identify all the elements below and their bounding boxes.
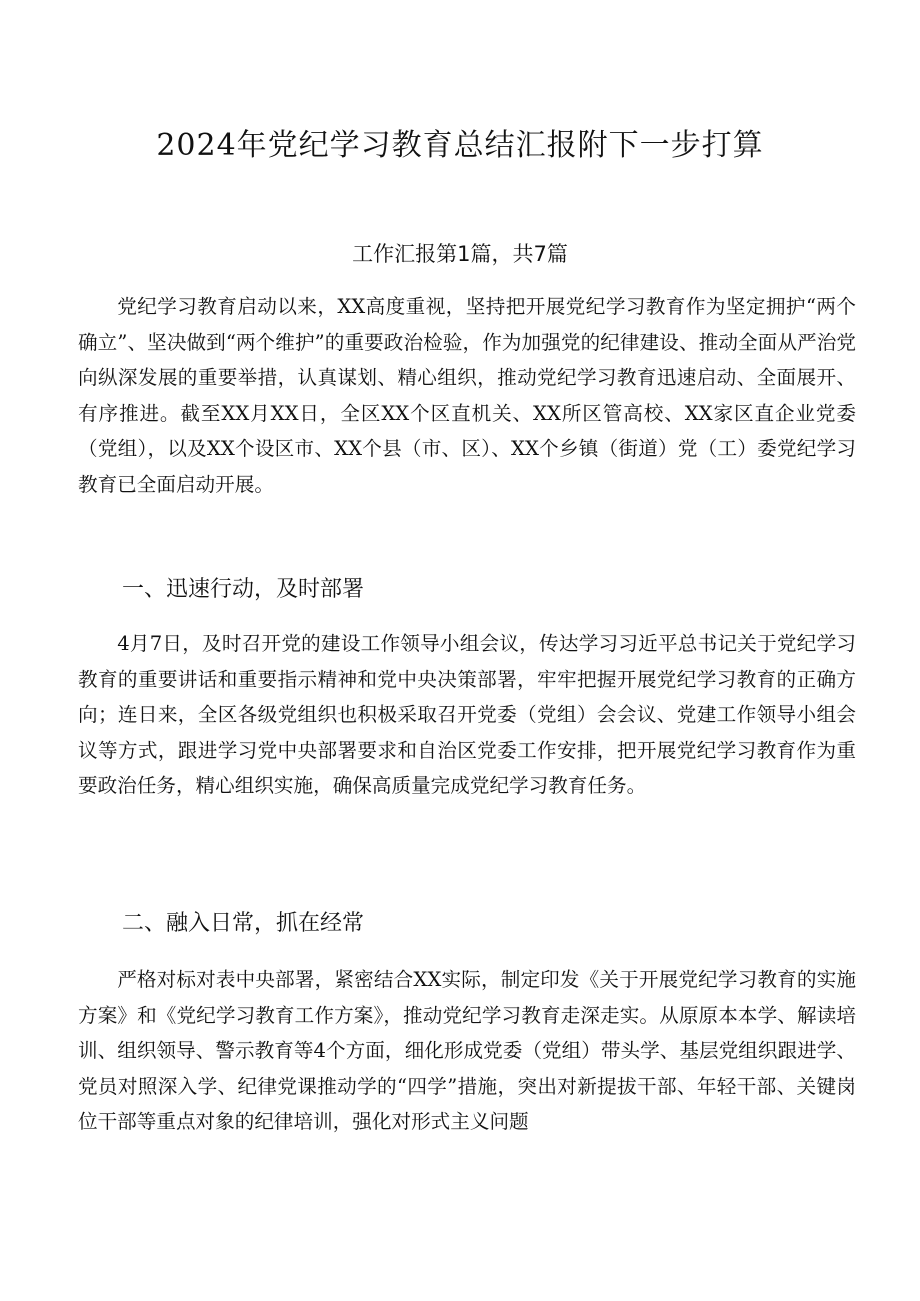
section-heading-1: 一、迅速行动，及时部署: [122, 577, 365, 602]
paragraph-section-1: 4月7日，及时召开党的建设工作领导小组会议，传达学习习近平总书记关于党纪学习教育的重要讲话和重要指示精神和党中央决策部署，牢牢把握开展党纪学习教育的正确方向；连日来，全区各级党组织也积极采取召开党委（党组）会会议、党建工作领导小组会议等方式，跟进学习党中央部署要求和自治区党委工作安排，把开展党纪学习教育作为重要政治任务，精心组织实施，确保高质量完成党纪学习教育任务。: [78, 632, 856, 797]
paragraph-section-2: 严格对标对表中央部署，紧密结合XX实际，制定印发《关于开展党纪学习教育的实施方案》和《党纪学习教育工作方案》，推动党纪学习教育走深走实。从原原本本学、解读培训、组织领导、警示教育等4个方面，细化形成党委（党组）带头学、基层党组织跟进学、党员对照深入学、纪律党课推动学的“四学”措施，突出对新提拔干部、年轻干部、关键岗位干部等重点对象的纪律培训，强化对形式主义问题: [78, 968, 856, 1133]
section-heading-2: 二、融入日常，抓在经常: [122, 911, 365, 936]
paragraph-intro: 党纪学习教育启动以来，XX高度重视，坚持把开展党纪学习教育作为坚定拥护“两个确立”、坚决做到“两个维护”的重要政治检验，作为加强党的纪律建设、推动全面从严治党向纵深发展的重要举措，认真谋划、精心组织，推动党纪学习教育迅速启动、全面展开、有序推进。截至XX月XX日，全区XX个区直机关、XX所区管高校、XX家区直企业党委（党组），以及XX个设区市、XX个县（市、区）、XX个乡镇（街道）党（工）委党纪学习教育已全面启动开展。: [78, 295, 856, 496]
document-title: 2024年党纪学习教育总结汇报附下一步打算: [156, 128, 764, 163]
document-subtitle: 工作汇报第1篇，共7篇: [352, 242, 568, 266]
